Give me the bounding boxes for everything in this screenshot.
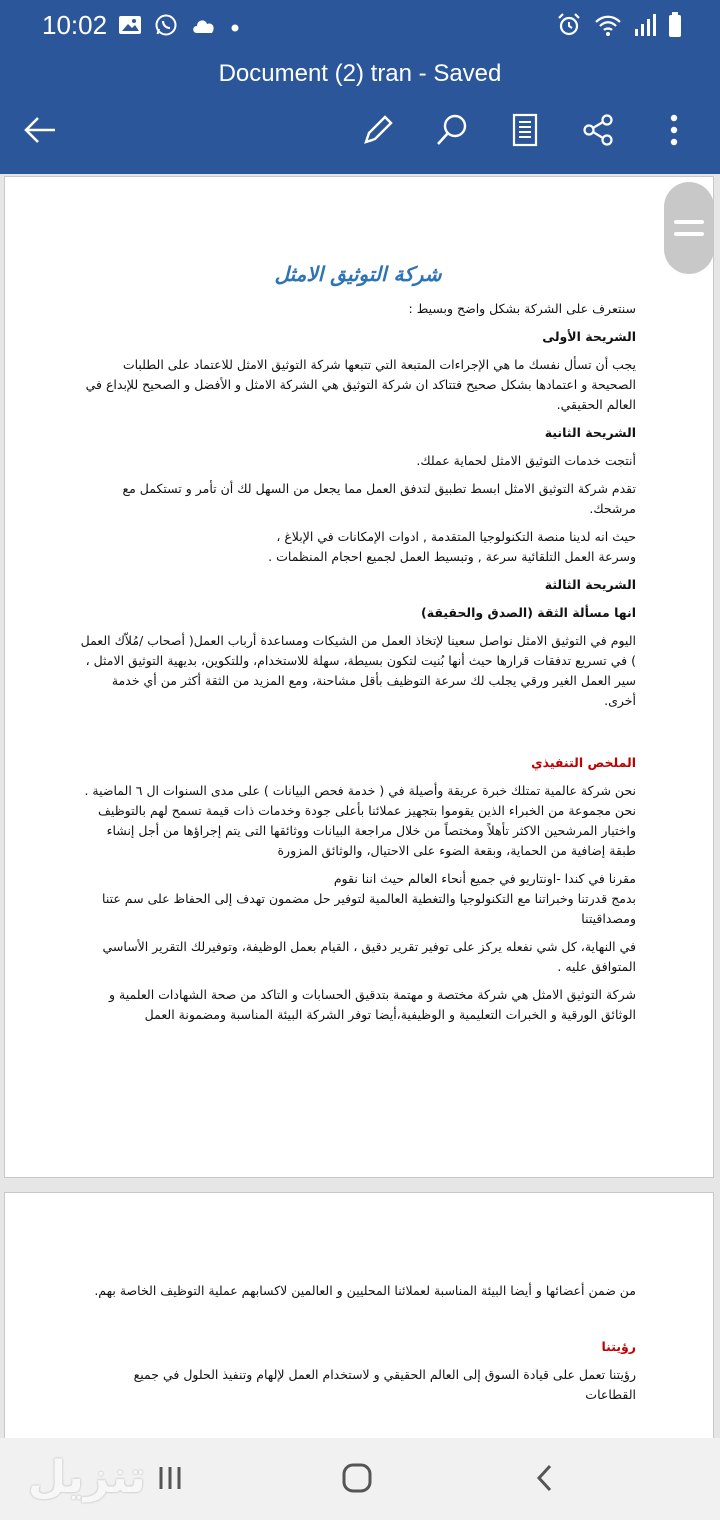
intro-paragraph: سنتعرف على الشركة بشكل واضح وبسيط :	[408, 301, 636, 316]
slide3-title: الشريحة الثالثة	[544, 577, 636, 592]
status-right-icons	[556, 14, 682, 40]
more-options-button[interactable]	[652, 110, 696, 154]
back-button[interactable]	[18, 110, 62, 154]
search-button[interactable]	[430, 110, 474, 154]
more-vert-icon	[668, 113, 680, 151]
pencil-icon	[361, 113, 395, 151]
app-bar	[0, 52, 720, 174]
status-bar	[0, 0, 720, 52]
status-time: 10:02	[42, 10, 108, 40]
executive-summary-paragraph-2	[80, 869, 636, 929]
edit-button[interactable]	[356, 110, 400, 154]
executive-summary-paragraph-2-line-2: بدمج قدرتنا وخبراتنا مع التكنولوجيا والتغطية العالمية لتوفير حل مضمون تهدف إلى الحفاظ على سم عتنا ومصداقيتنا	[102, 891, 636, 926]
executive-summary-paragraph-2-line-1: مقرنا في كندا -اونتاريو في جميع أنحاء العالم حيث اننا نقوم	[333, 871, 636, 886]
executive-summary-paragraph-3: في النهاية، كل شي نفعله يركز على توفير تقرير دقيق ، القيام بعمل الوظيفة، وتوفيرلك التقرير الأساسي المتوافق عليه .	[102, 939, 636, 974]
document-page-1[interactable]	[4, 176, 714, 1178]
slide2-paragraph-3-line-1: حيث انه لدينا منصة التكنولوجيا المتقدمة , ادوات الإمكانات في الإبلاغ ،	[276, 529, 636, 544]
slide2-paragraph-3-line-2: وسرعة العمل التلقائية سرعة , وتبسيط العمل لجميع احجام المنظمات .	[268, 549, 636, 564]
executive-summary-title: الملخص التنفيذي	[531, 755, 636, 770]
slide1-title: الشريحة الأولى	[542, 329, 636, 344]
slide2-title: الشريحة الثانية	[544, 425, 636, 440]
slide3-paragraph: اليوم في التوثيق الامثل نواصل سعينا لإتخاذ العمل من الشيكات ومساعدة أرباب العمل( أصحاب /مُلاّك العمل ) في تسريع تدفقات قرارها حيث أنها بُنيت لتكون بسيطة، سهلة للاستخدام، وللتكوين، بديهية التوثيق الامثل ، سير العمل الغير ورقي يجلب لك سرعة التوظيف بأقل مشاحنة، ومع المزيد من الثقة أكثر من أي خدمة أخرى.	[80, 633, 636, 708]
slide2-paragraph-3	[80, 527, 636, 567]
dot-icon	[230, 18, 240, 37]
search-icon	[435, 113, 469, 151]
reader-view-button[interactable]	[503, 110, 547, 154]
scroll-thumb[interactable]	[664, 182, 714, 274]
spacer	[80, 1309, 636, 1337]
back-arrow-icon	[23, 115, 57, 149]
watermark-logo: تنزيل	[28, 1452, 146, 1503]
battery-icon	[668, 12, 682, 42]
wifi-icon	[594, 13, 622, 41]
home-button[interactable]	[332, 1458, 382, 1502]
page-2-content	[80, 1281, 636, 1413]
slide2-paragraph-1: أنتجت خدمات التوثيق الامثل لحماية عملك.	[416, 453, 636, 468]
vision-paragraph: رؤيتنا تعمل على قيادة السوق إلى العالم الحقيقي و لاستخدام العمل لإلهام وتنفيذ الحلول في جميع القطاعات	[133, 1367, 636, 1402]
image-icon	[118, 14, 142, 40]
recent-apps-icon	[155, 1464, 185, 1496]
cloud-icon	[190, 15, 218, 39]
executive-summary-paragraph-1: نحن شركة عالمية تمتلك خبرة عريقة وأصيلة في ( خدمة فحص البيانات ) على مدى السنوات ال ٦ الماضية . نحن مجموعة من الخبراء الذين يقوموا بتجهيز عملائنا بأعلى جودة وخدمات ذات قيمة تسمح لهم بالتوظيف واختيار المرشحين الاكثر تأهلاً ومختصاً من خلال مراجعة البيانات ووثائقها التى يتم إجراؤها من أجل إنشاء طبقة إضافية من الحماية، وبقعة الضوء على الاحتيال، والوثائق المزورة	[84, 783, 636, 858]
document-page-2[interactable]	[4, 1192, 714, 1452]
nav-back-button[interactable]	[520, 1458, 570, 1502]
executive-summary-paragraph-4: شركة التوثيق الامثل هي شركة مختصة و مهتمة بتدقيق الحسابات و التاكد من صحة الشهادات العلمية و الوثائق الورقية و الخبرات التعليمية و الوظيفية،أيضا توفر الشركة البيئة المناسبة ومضمونة العمل	[109, 987, 636, 1022]
signal-icon	[634, 13, 656, 41]
vision-title: رؤيتنا	[601, 1339, 636, 1354]
whatsapp-icon	[154, 13, 178, 41]
document-heading: شركة التوثيق الامثل	[274, 262, 442, 286]
spacer	[80, 719, 636, 753]
home-icon	[341, 1462, 373, 1498]
page-1-content	[80, 261, 636, 1033]
slide2-paragraph-2: تقدم شركة التوثيق الامثل ابسط تطبيق لتدفق العمل مما يجعل من السهل لك أن تأمر و تستكمل مع مرشحك.	[122, 481, 636, 516]
recent-apps-button[interactable]	[145, 1458, 195, 1502]
slide3-subtitle: انها مسألة الثقة (الصدق والحقيقة)	[421, 605, 636, 620]
page2-paragraph-1: من ضمن أعضائها و أيضا البيئة المناسبة لعملائنا المحليين و العالمين لاكسابهم عملية التوظيف الخاصة بهم.	[94, 1283, 636, 1298]
back-icon	[534, 1463, 556, 1497]
share-button[interactable]	[576, 110, 620, 154]
slide1-paragraph: يجب أن تسأل نفسك ما هي الإجراءات المتبعة التي تتبعها شركة التوثيق الامثل للاعتماد على الطلبات الصحيحة و اعتمادها بشكل صحيح فتتاكد ان شركة التوثيق هي الشركة الامثل و الأفضل و الصحيح للإبداع في العالم الحقيقي.	[85, 357, 636, 412]
status-left-icons	[118, 14, 240, 40]
document-title: Document (2) tran - Saved	[218, 60, 502, 87]
share-icon	[581, 113, 615, 151]
alarm-icon	[556, 12, 582, 42]
reader-view-icon	[511, 113, 539, 151]
